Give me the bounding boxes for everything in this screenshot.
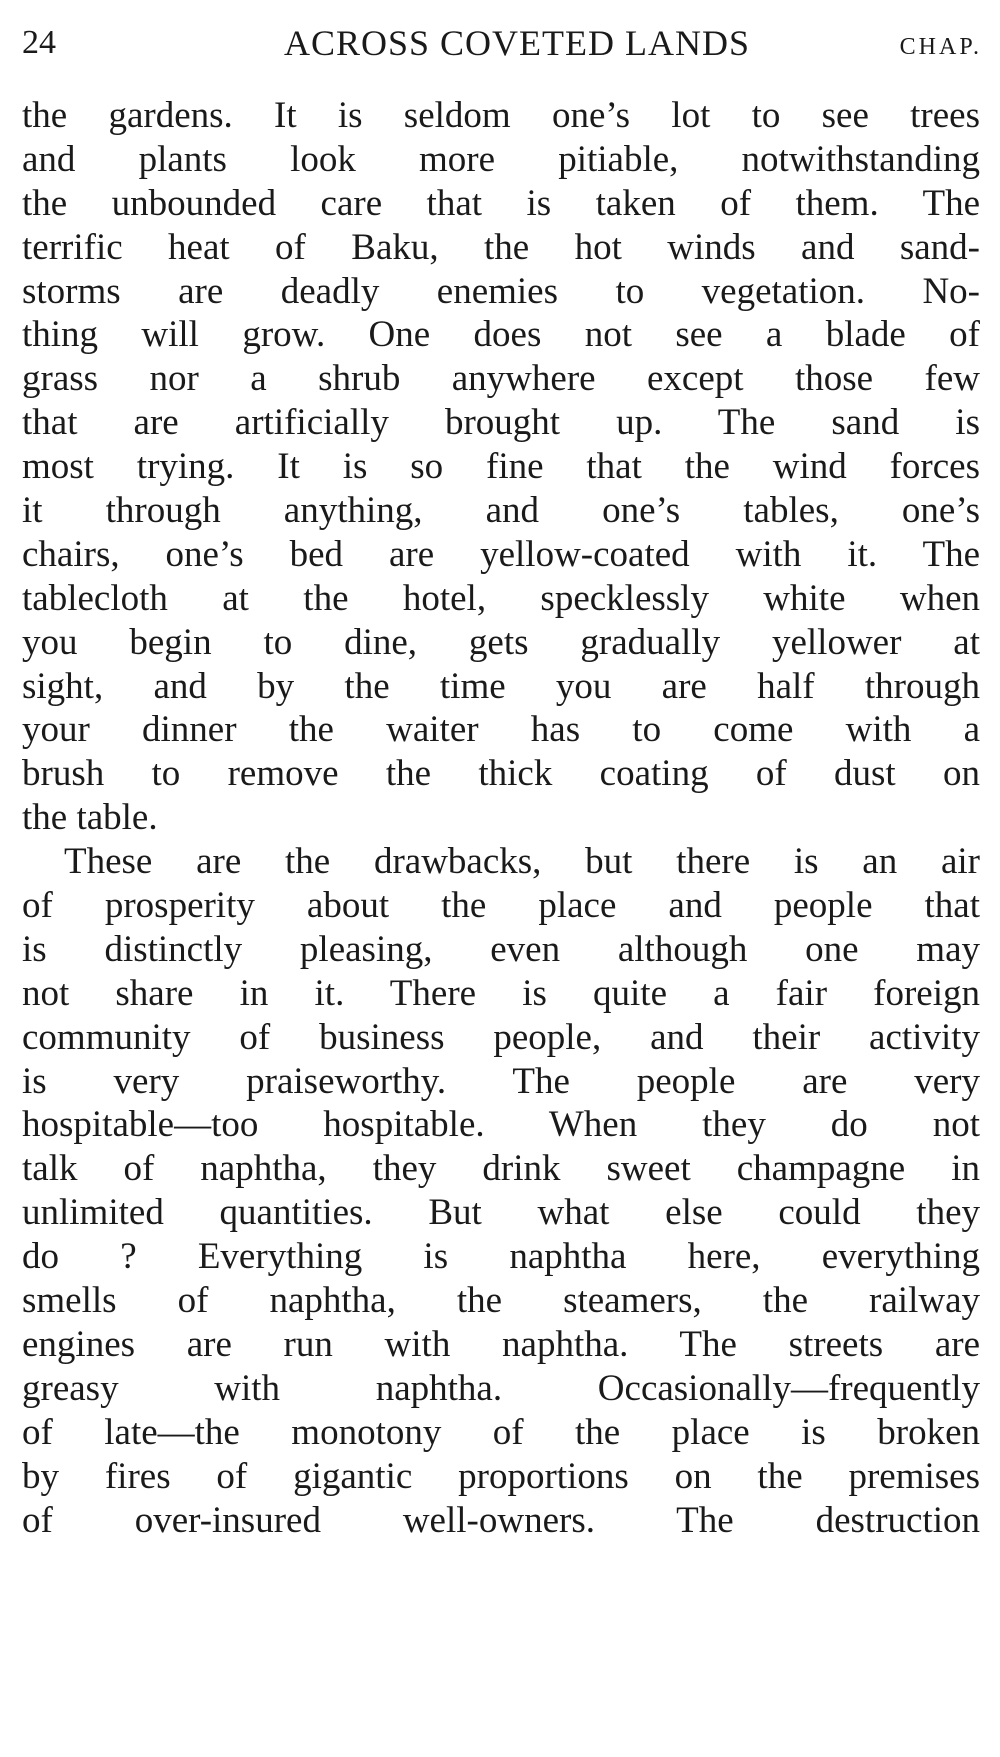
text-line: the table.	[22, 797, 158, 839]
text-line: storms are deadly enemies to vegetation. No-	[22, 270, 980, 312]
text-line: chairs, one’s bed are yellow-coated with it. The	[22, 533, 980, 575]
text-line: engines are run with naphtha. The streets are	[22, 1323, 980, 1365]
text-line: grass nor a shrub anywhere except those few	[22, 358, 980, 400]
paragraph	[22, 94, 980, 840]
text-line: of over-insured well-owners. The destruction	[22, 1499, 980, 1541]
text-line: hospitable—too hospitable. When they do not	[22, 1104, 980, 1146]
text-line: community of business people, and their activity	[22, 1016, 980, 1058]
page-number: 24	[22, 24, 56, 61]
text-line: most trying. It is so fine that the wind forces	[22, 446, 980, 488]
text-line: is distinctly pleasing, even although one may	[22, 928, 980, 970]
text-line: smells of naphtha, the steamers, the railway	[22, 1280, 980, 1322]
body-text	[22, 94, 980, 1542]
text-line: brush to remove the thick coating of dust on	[22, 753, 980, 795]
text-line: talk of naphtha, they drink sweet champagne in	[22, 1148, 980, 1190]
text-line: thing will grow. One does not see a blade of	[22, 314, 980, 356]
text-line: do ? Everything is naphtha here, everything	[22, 1236, 980, 1278]
text-line: unlimited quantities. But what else could they	[22, 1192, 980, 1234]
running-header	[22, 18, 982, 68]
text-line: of late—the monotony of the place is broken	[22, 1411, 980, 1453]
text-line: of prosperity about the place and people that	[22, 885, 980, 927]
text-line: the unbounded care that is taken of them. The	[22, 182, 980, 224]
paragraph	[22, 840, 980, 1542]
text-line: your dinner the waiter has to come with a	[22, 709, 980, 751]
text-line: greasy with naphtha. Occasionally—frequently	[22, 1367, 980, 1409]
text-line: These are the drawbacks, but there is an air	[64, 841, 980, 883]
text-line: sight, and by the time you are half through	[22, 665, 980, 707]
text-line: is very praiseworthy. The people are very	[22, 1060, 980, 1102]
text-line: you begin to dine, gets gradually yellower at	[22, 621, 980, 663]
running-title: ACROSS COVETED LANDS	[283, 23, 751, 63]
text-line: and plants look more pitiable, notwithstanding	[22, 138, 980, 180]
text-line: by fires of gigantic proportions on the premises	[22, 1455, 980, 1497]
text-line: not share in it. There is quite a fair foreign	[22, 972, 980, 1014]
text-line: tablecloth at the hotel, specklessly white when	[22, 577, 980, 619]
text-line: that are artificially brought up. The sand is	[22, 402, 980, 444]
text-line: terrific heat of Baku, the hot winds and sand-	[22, 226, 980, 268]
text-line: the gardens. It is seldom one’s lot to see trees	[22, 95, 980, 136]
chapter-label: CHAP.	[899, 34, 982, 60]
text-line: it through anything, and one’s tables, one’s	[22, 490, 980, 532]
